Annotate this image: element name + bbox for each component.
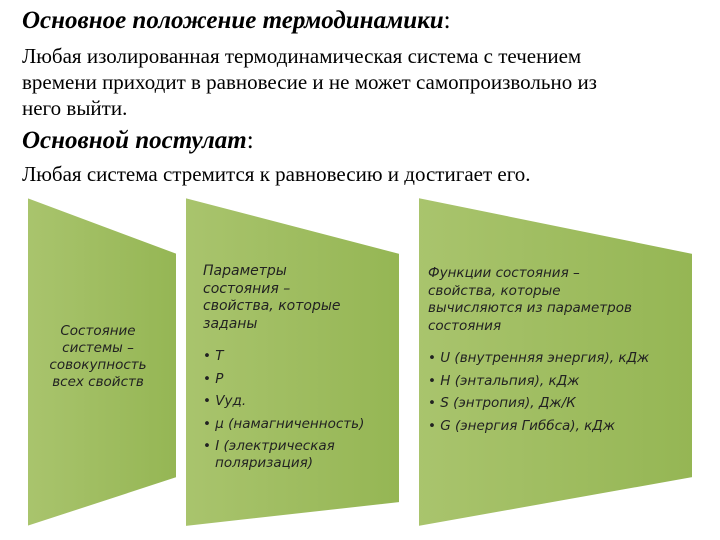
list-item: • μ (намагниченность) xyxy=(203,415,365,432)
heading-postulate-text: Основной постулат xyxy=(22,127,247,154)
box-line: Состояние xyxy=(60,323,136,339)
box-title-line: заданы xyxy=(203,315,258,332)
functions-list xyxy=(428,347,649,437)
box-line: всех свойств xyxy=(52,374,144,390)
box-line: системы – xyxy=(62,340,134,356)
paragraph-line: Любая система стремится к равновесию и достигает его. xyxy=(22,162,531,186)
paragraph-line: Любая изолированная термодинамическая система с течением xyxy=(22,44,582,68)
box-line: совокупность xyxy=(49,357,147,373)
box-title-line: вычисляются из параметров xyxy=(428,300,632,316)
list-item-continuation: поляризация) xyxy=(215,454,313,471)
box-system-state-text xyxy=(32,323,164,391)
box-title-line: Функции состояния – xyxy=(428,265,580,281)
box-title-line: свойства, которые xyxy=(203,298,341,314)
box-state-functions-text xyxy=(428,265,649,437)
paragraph-line: него выйти. xyxy=(22,96,128,120)
list-item: • P xyxy=(203,370,224,387)
list-item: • H (энтальпия), кДж xyxy=(428,372,580,389)
box-title-line: свойства, которые xyxy=(428,282,561,299)
parameters-list xyxy=(203,345,364,472)
heading-colon: : xyxy=(443,7,451,34)
list-item: • S (энтропия), Дж/К xyxy=(428,395,576,411)
list-item: • G (энергия Гиббса), кДж xyxy=(428,417,616,434)
box-title-line: Параметры xyxy=(203,263,287,279)
box-title-line: состояния xyxy=(428,317,502,334)
heading-colon: : xyxy=(246,127,254,154)
list-item: • T xyxy=(203,348,224,364)
heading-main-position-text: Основное положение термодинамики xyxy=(22,7,444,34)
list-item: • Vуд. xyxy=(203,393,247,409)
list-item: • I (электрическая xyxy=(203,438,335,454)
list-item: • U (внутренняя энергия), кДж xyxy=(428,350,650,366)
box-title-line: состояния – xyxy=(203,280,291,297)
paragraph-line: времени приходит в равновесие и не может самопроизвольно из xyxy=(22,70,597,94)
box-state-parameters-text xyxy=(203,263,364,472)
